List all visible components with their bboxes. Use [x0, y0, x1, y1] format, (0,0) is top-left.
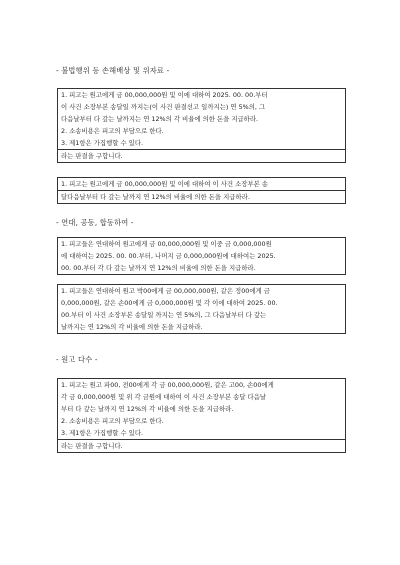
- claim-line: 부터 다 갚는 날까지 연 12%의 각 비율에 의한 돈을 지급하라.: [61, 405, 234, 413]
- claim-box-multiple-plaintiffs: [57, 378, 346, 453]
- claim-line: 날까지는 연 12%의 각 비율에 의한 돈을 지급하라.: [61, 323, 203, 331]
- claim-line: 라는 판결을 구합니다.: [58, 439, 345, 452]
- claim-line: 1. 피고는 원고 파00, 전00에게 각 금 00,000,000원, 같은 고00, 손00에게: [61, 381, 274, 389]
- claim-line: 라는 판결을 구합니다.: [58, 149, 345, 162]
- claim-line: 1. 피고는 원고에게 금 00,000,000원 및 이에 대하여 2025. 00. 00.부터: [61, 91, 268, 99]
- claim-line: 이 사건 소장부본 송달일 까지는(이 사건 판결선고 일까지는) 연 5%의, 그: [61, 103, 266, 111]
- claim-line: 0,000,000원, 같은 손00에게 금 0,000,000원 및 각 이에 대하여 2025. 00.: [61, 299, 278, 307]
- claim-box-tort-short: [57, 177, 346, 204]
- claim-line: 2. 소송비용은 피고의 부담으로 한다.: [61, 417, 164, 425]
- claim-box-joint-1: [57, 237, 346, 275]
- claim-line: 3. 제1항은 가집행할 수 있다.: [61, 139, 144, 147]
- claim-box-joint-2: [57, 284, 346, 334]
- claim-line: 에 대하여는 2025. 00. 00.부터, 나머지 금 0,000,000원에 대하여는 2025.: [61, 252, 276, 260]
- claim-box-tort-full: [57, 88, 346, 163]
- claim-line: 각 금 0,000,000원 및 위 각 금원에 대하여 이 사건 소장부본 송달 다음날: [61, 393, 267, 401]
- claim-line: 2. 소송비용은 피고의 부담으로 한다.: [61, 127, 164, 135]
- claim-line: 00.부터 이 사건 소장부본 송달일 까지는 연 5%의, 그 다음날부터 다 갚는: [61, 311, 267, 319]
- claim-line: 3. 제1항은 가집행할 수 있다.: [61, 429, 144, 437]
- claim-line: 다음날부터 다 갚는 날까지는 연 12%의 각 비율에 의한 돈을 지급하라.: [61, 115, 259, 123]
- claim-line: 1. 피고는 원고에게 금 00,000,000원 및 이에 대하여 이 사건 소장부본 송: [61, 180, 269, 188]
- claim-line: 1. 피고들은 연대하여 원고에게 금 00,000,000원 및 이중 금 0,000,000원: [61, 240, 272, 248]
- claim-line: 1. 피고들은 연대하여 원고 박00에게 금 00,000,000원, 같은 정00에게 금: [61, 287, 270, 295]
- section-heading-joint: - 연대, 공동, 합동하여 -: [56, 218, 134, 227]
- claim-line: 00. 00.부터 각 다 갚는 날까지 연 12%의 비율에 의한 돈을 지급하라.: [61, 264, 256, 272]
- section-heading-tort: - 불법행위 등 손해배상 및 위자료 -: [56, 66, 170, 75]
- claim-line: 달다음날부터 다 갚는 날까지 연 12%의 비율에 의한 돈을 지급하라.: [58, 190, 345, 203]
- section-heading-multiple-plaintiffs: - 원고 다수 -: [56, 355, 98, 364]
